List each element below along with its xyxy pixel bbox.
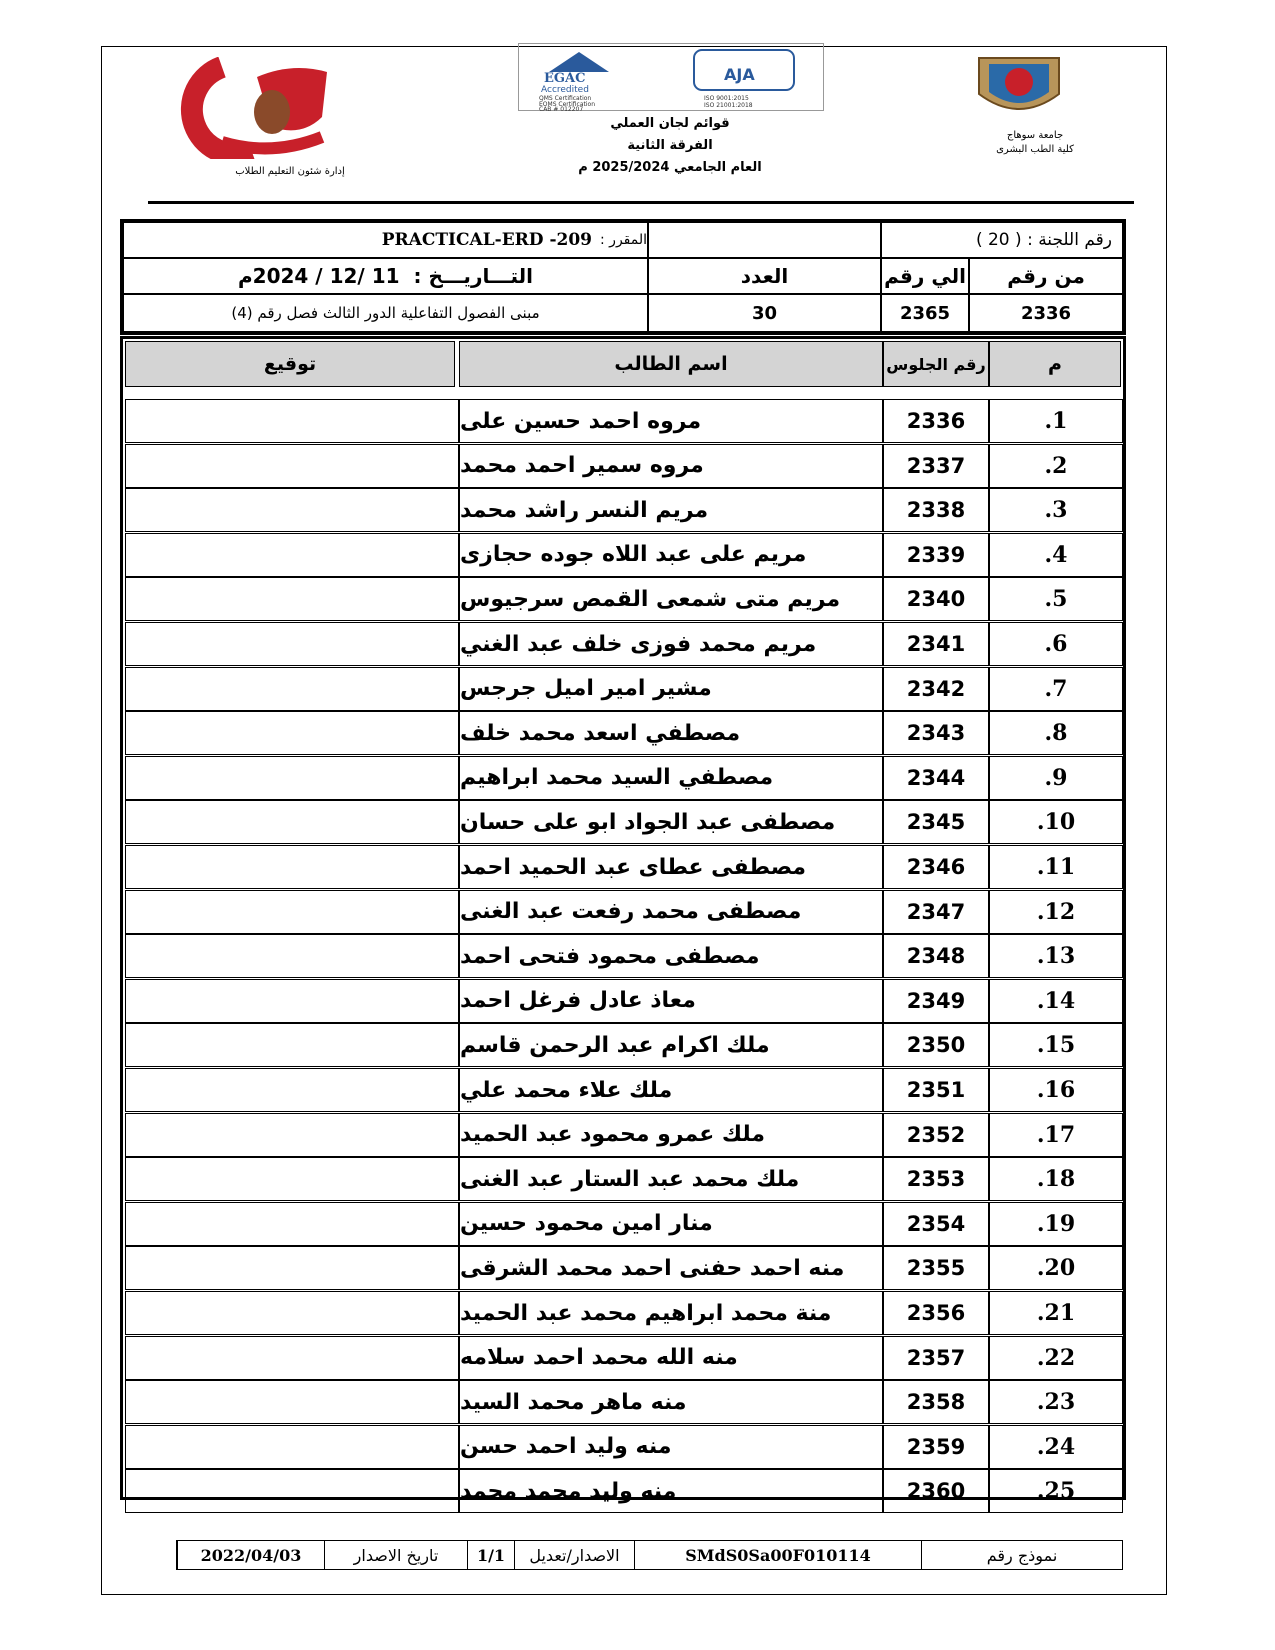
seat-number: 2352 <box>883 1113 989 1157</box>
date-value: 11 /12 / 2024م <box>238 264 400 288</box>
header-seat-number: رقم الجلوس <box>883 341 989 387</box>
student-name: ملك علاء محمد علي <box>459 1068 883 1112</box>
table-row <box>123 1380 1123 1424</box>
edition-label: الاصدار/تعديل <box>514 1541 634 1569</box>
table-row <box>123 1068 1123 1112</box>
signature-cell <box>125 488 459 532</box>
cert-iso-1: ISO 9001:2015 <box>704 95 749 102</box>
issue-date-label: تاريخ الاصدار <box>324 1541 467 1569</box>
table-row <box>123 399 1123 443</box>
to-value: 2365 <box>881 294 969 332</box>
serial-number: .8 <box>989 711 1123 755</box>
table-row <box>123 1336 1123 1380</box>
signature-cell <box>125 444 459 488</box>
serial-number: .17 <box>989 1113 1123 1157</box>
seat-number: 2355 <box>883 1246 989 1290</box>
seat-number: 2351 <box>883 1068 989 1112</box>
signature-cell <box>125 1157 459 1201</box>
serial-number: .22 <box>989 1336 1123 1380</box>
faculty-name: كلية الطب البشرى <box>996 144 1074 155</box>
seat-number: 2340 <box>883 577 989 621</box>
header-student-name: اسم الطالب <box>459 341 883 387</box>
to-label: الي رقم <box>881 258 969 294</box>
signature-cell <box>125 577 459 621</box>
serial-number: .2 <box>989 444 1123 488</box>
header-signature: توقيع <box>125 341 455 387</box>
seat-number: 2356 <box>883 1291 989 1335</box>
seat-number: 2359 <box>883 1425 989 1469</box>
signature-cell <box>125 1336 459 1380</box>
table-row <box>123 845 1123 889</box>
student-name: مصطفي السيد محمد ابراهيم <box>459 756 883 800</box>
from-label: من رقم <box>969 258 1123 294</box>
count-label: العدد <box>648 258 881 294</box>
seat-number: 2346 <box>883 845 989 889</box>
serial-number: .11 <box>989 845 1123 889</box>
signature-cell <box>125 622 459 666</box>
signature-cell <box>125 890 459 934</box>
seat-number: 2348 <box>883 934 989 978</box>
student-name: مريم النسر راشد محمد <box>459 488 883 532</box>
student-name: مريم على عبد اللاه جوده حجازى <box>459 533 883 577</box>
form-number-label: نموذج رقم <box>921 1541 1122 1569</box>
title-line-1: قوائم لجان العملي <box>610 116 730 131</box>
form-footer <box>176 1540 1123 1570</box>
seat-number: 2357 <box>883 1336 989 1380</box>
serial-number: .24 <box>989 1425 1123 1469</box>
seat-number: 2339 <box>883 533 989 577</box>
title-line-3: العام الجامعي 2025/2024 م <box>578 160 762 175</box>
table-row <box>123 1157 1123 1201</box>
serial-number: .10 <box>989 800 1123 844</box>
signature-cell <box>125 979 459 1023</box>
student-name: منه الله محمد احمد سلامه <box>459 1336 883 1380</box>
signature-cell <box>125 667 459 711</box>
from-value: 2336 <box>969 294 1123 332</box>
committee-info-table <box>120 219 1126 335</box>
table-row <box>123 756 1123 800</box>
table-row <box>123 979 1123 1023</box>
serial-number: .20 <box>989 1246 1123 1290</box>
signature-cell <box>125 1246 459 1290</box>
date-cell <box>123 258 648 294</box>
table-row <box>123 444 1123 488</box>
course-cell <box>123 222 648 258</box>
cert-aja-text: AJA <box>724 65 755 84</box>
table-row <box>123 934 1123 978</box>
form-number-value: SMdS0Sa00F010114 <box>634 1541 921 1569</box>
certification-logos <box>518 43 824 111</box>
serial-number: .1 <box>989 399 1123 443</box>
serial-number: .7 <box>989 667 1123 711</box>
student-name: منه وليد محمد محمد <box>459 1469 883 1513</box>
seat-number: 2349 <box>883 979 989 1023</box>
student-name: مصطفي اسعد محمد خلف <box>459 711 883 755</box>
location-cell: مبنى الفصول التفاعلية الدور الثالث فصل رقم (4) <box>123 294 648 332</box>
title-line-2: الفرقة الثانية <box>627 138 713 153</box>
signature-cell <box>125 1202 459 1246</box>
serial-number: .5 <box>989 577 1123 621</box>
blank-cell <box>648 222 881 258</box>
signature-cell <box>125 1023 459 1067</box>
seat-number: 2350 <box>883 1023 989 1067</box>
table-row <box>123 1113 1123 1157</box>
signature-cell <box>125 533 459 577</box>
left-caption: إدارة شئون التعليم الطلاب <box>235 166 345 177</box>
seat-number: 2336 <box>883 399 989 443</box>
signature-cell <box>125 756 459 800</box>
signature-cell <box>125 1068 459 1112</box>
signature-cell <box>125 1425 459 1469</box>
table-row <box>123 800 1123 844</box>
course-value: PRACTICAL-ERD -209 <box>381 230 593 250</box>
seat-number: 2347 <box>883 890 989 934</box>
serial-number: .6 <box>989 622 1123 666</box>
serial-number: .12 <box>989 890 1123 934</box>
signature-cell <box>125 845 459 889</box>
student-name: منه ماهر محمد السيد <box>459 1380 883 1424</box>
student-name: ملك محمد عبد الستار عبد الغنى <box>459 1157 883 1201</box>
seat-number: 2342 <box>883 667 989 711</box>
seat-number: 2344 <box>883 756 989 800</box>
table-row <box>123 1469 1123 1513</box>
student-name: مصطفى محمد رفعت عبد الغنى <box>459 890 883 934</box>
cert-line-2: EOMS Certification <box>539 101 596 108</box>
signature-cell <box>125 800 459 844</box>
table-row <box>123 711 1123 755</box>
serial-number: .23 <box>989 1380 1123 1424</box>
signature-cell <box>125 1380 459 1424</box>
university-name: جامعة سوهاج <box>1006 130 1064 141</box>
student-name: منه وليد احمد حسن <box>459 1425 883 1469</box>
seat-number: 2341 <box>883 622 989 666</box>
count-value: 30 <box>648 294 881 332</box>
seat-number: 2354 <box>883 1202 989 1246</box>
serial-number: .16 <box>989 1068 1123 1112</box>
students-table <box>120 336 1126 1505</box>
serial-number: .4 <box>989 533 1123 577</box>
serial-number: .21 <box>989 1291 1123 1335</box>
student-name: مشير امير اميل جرجس <box>459 667 883 711</box>
student-name: مروه احمد حسين على <box>459 399 883 443</box>
signature-cell <box>125 711 459 755</box>
serial-number: .19 <box>989 1202 1123 1246</box>
serial-number: .18 <box>989 1157 1123 1201</box>
signature-cell <box>125 1113 459 1157</box>
table-row <box>123 1246 1123 1290</box>
student-name: ملك اكرام عبد الرحمن قاسم <box>459 1023 883 1067</box>
university-caption <box>980 129 1090 157</box>
student-name: منار امين محمود حسين <box>459 1202 883 1246</box>
serial-number: .15 <box>989 1023 1123 1067</box>
student-name: منة محمد ابراهيم محمد عبد الحميد <box>459 1291 883 1335</box>
signature-cell <box>125 399 459 443</box>
header-divider <box>148 201 1134 204</box>
student-name: مريم متى شمعى القمص سرجيوس <box>459 577 883 621</box>
document-title <box>560 113 780 179</box>
seat-number: 2353 <box>883 1157 989 1201</box>
cert-iso-2: ISO 21001:2018 <box>704 102 753 109</box>
table-row <box>123 488 1123 532</box>
course-label: المقرر : <box>600 232 647 248</box>
seat-number: 2360 <box>883 1469 989 1513</box>
cert-line-3: CAB # 012207 <box>539 106 584 112</box>
table-row <box>123 667 1123 711</box>
serial-number: .3 <box>989 488 1123 532</box>
committee-number: رقم اللجنة : ( 20 ) <box>881 222 1123 258</box>
table-row <box>123 1291 1123 1335</box>
serial-number: .13 <box>989 934 1123 978</box>
student-name: مروه سمير احمد محمد <box>459 444 883 488</box>
student-name: مصطفى عطاى عبد الحميد احمد <box>459 845 883 889</box>
seat-number: 2345 <box>883 800 989 844</box>
seat-number: 2343 <box>883 711 989 755</box>
seat-number: 2338 <box>883 488 989 532</box>
serial-number: .9 <box>989 756 1123 800</box>
student-name: مصطفى محمود فتحى احمد <box>459 934 883 978</box>
edition-value: 1/1 <box>467 1541 514 1569</box>
signature-cell <box>125 1469 459 1513</box>
student-name: معاذ عادل فرغل احمد <box>459 979 883 1023</box>
cert-accredited-text: Accredited <box>541 85 589 95</box>
serial-number: .25 <box>989 1469 1123 1513</box>
table-row <box>123 1023 1123 1067</box>
cert-line-1: QMS Certification <box>539 95 592 102</box>
table-row <box>123 890 1123 934</box>
serial-number: .14 <box>989 979 1123 1023</box>
table-row <box>123 533 1123 577</box>
seat-number: 2358 <box>883 1380 989 1424</box>
faculty-logo <box>162 57 342 159</box>
student-name: مصطفى عبد الجواد ابو على حسان <box>459 800 883 844</box>
student-name: منه احمد حفنى احمد محمد الشرقى <box>459 1246 883 1290</box>
table-row <box>123 622 1123 666</box>
student-name: ملك عمرو محمود عبد الحميد <box>459 1113 883 1157</box>
table-row <box>123 1202 1123 1246</box>
date-label: التـــاريـــخ : <box>413 264 533 288</box>
signature-cell <box>125 934 459 978</box>
issue-date-value: 2022/04/03 <box>177 1541 324 1569</box>
student-name: مريم محمد فوزى خلف عبد الغني <box>459 622 883 666</box>
header-serial: م <box>989 341 1121 387</box>
seat-number: 2337 <box>883 444 989 488</box>
cert-egac-text: EGAC <box>544 71 586 86</box>
university-seal <box>975 54 1063 120</box>
table-row <box>123 577 1123 621</box>
table-row <box>123 1425 1123 1469</box>
signature-cell <box>125 1291 459 1335</box>
